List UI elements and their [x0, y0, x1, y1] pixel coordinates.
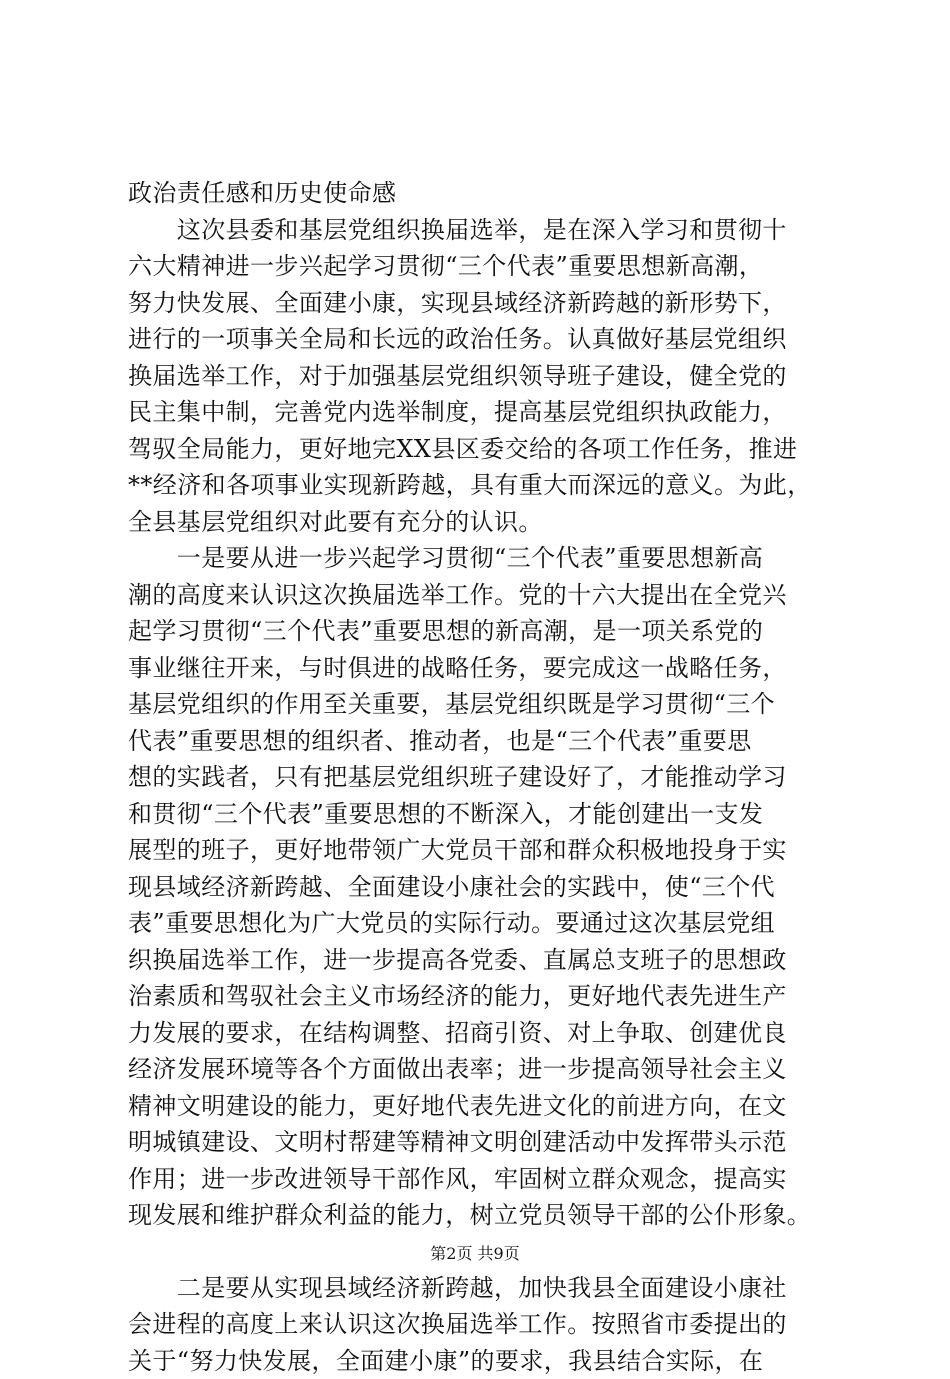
text-line: 展型的班子，更好地带领广大党员干部和群众积极地投身于实 — [128, 832, 840, 869]
text-line: 关于“努力快发展，全面建小康”的要求，我县结合实际，在 — [128, 1343, 840, 1379]
text-line: 和贯彻“三个代表”重要思想的不断深入，才能创建出一支发 — [128, 796, 840, 833]
text-line: 进行的一项事关全局和长远的政治任务。认真做好基层党组织 — [128, 321, 840, 358]
text-line: 会进程的高度上来认识这次换届选举工作。按照省市委提出的 — [128, 1306, 840, 1343]
text-line: 六大精神进一步兴起学习贯彻“三个代表”重要思想新高潮， — [128, 248, 840, 285]
text-line: 作用；进一步改进领导干部作风，牢固树立群众观念，提高实 — [128, 1161, 840, 1198]
text-line: 现县域经济新跨越、全面建设小康社会的实践中，使“三个代 — [128, 869, 840, 906]
text-line: 力发展的要求，在结构调整、招商引资、对上争取、创建优良 — [128, 1015, 840, 1052]
text-line: 努力快发展、全面建小康，实现县域经济新跨越的新形势下， — [128, 285, 840, 322]
text-line: 换届选举工作，对于加强基层党组织领导班子建设，健全党的 — [128, 358, 840, 395]
text-line: 织换届选举工作，进一步提高各党委、直属总支班子的思想政 — [128, 942, 840, 979]
text-line: 代表”重要思想的组织者、推动者，也是“三个代表”重要思 — [128, 723, 840, 760]
text-line: 事业继往开来，与时俱进的战略任务，要完成这一战略任务， — [128, 650, 840, 687]
text-line: 精神文明建设的能力，更好地代表先进文化的前进方向，在文 — [128, 1088, 840, 1125]
text-line: 表”重要思想化为广大党员的实际行动。要通过这次基层党组 — [128, 905, 840, 942]
text-line: 经济发展环境等各个方面做出表率；进一步提高领导社会主义 — [128, 1051, 840, 1088]
document-body — [128, 175, 840, 1379]
page-number-label: 第2页 共9页 — [430, 1244, 519, 1263]
heading-line: 政治责任感和历史使命感 — [128, 175, 840, 212]
text-line: 现发展和维护群众利益的能力，树立党员领导干部的公仆形象。 — [128, 1197, 840, 1234]
text-line: 驾驭全局能力，更好地完XX县区委交给的各项工作任务，推进 — [128, 431, 840, 468]
text-line: 一是要从进一步兴起学习贯彻“三个代表”重要思想新高 — [128, 540, 840, 577]
text-line: 起学习贯彻“三个代表”重要思想的新高潮，是一项关系党的 — [128, 613, 840, 650]
text-line: 基层党组织的作用至关重要，基层党组织既是学习贯彻“三个 — [128, 686, 840, 723]
text-line: 潮的高度来认识这次换届选举工作。党的十六大提出在全党兴 — [128, 577, 840, 614]
text-line: 二是要从实现县域经济新跨越，加快我县全面建设小康社 — [128, 1270, 840, 1307]
text-line: 全县基层党组织对此要有充分的认识。 — [128, 504, 840, 541]
text-line: 民主集中制，完善党内选举制度，提高基层党组织执政能力， — [128, 394, 840, 431]
page-footer — [0, 1244, 950, 1264]
text-line: 这次县委和基层党组织换届选举，是在深入学习和贯彻十 — [128, 212, 840, 249]
text-line: 想的实践者，只有把基层党组织班子建设好了，才能推动学习 — [128, 759, 840, 796]
text-line: 治素质和驾驭社会主义市场经济的能力，更好地代表先进生产 — [128, 978, 840, 1015]
text-line: **经济和各项事业实现新跨越，具有重大而深远的意义。为此， — [128, 467, 840, 504]
text-line: 明城镇建设、文明村帮建等精神文明创建活动中发挥带头示范 — [128, 1124, 840, 1161]
